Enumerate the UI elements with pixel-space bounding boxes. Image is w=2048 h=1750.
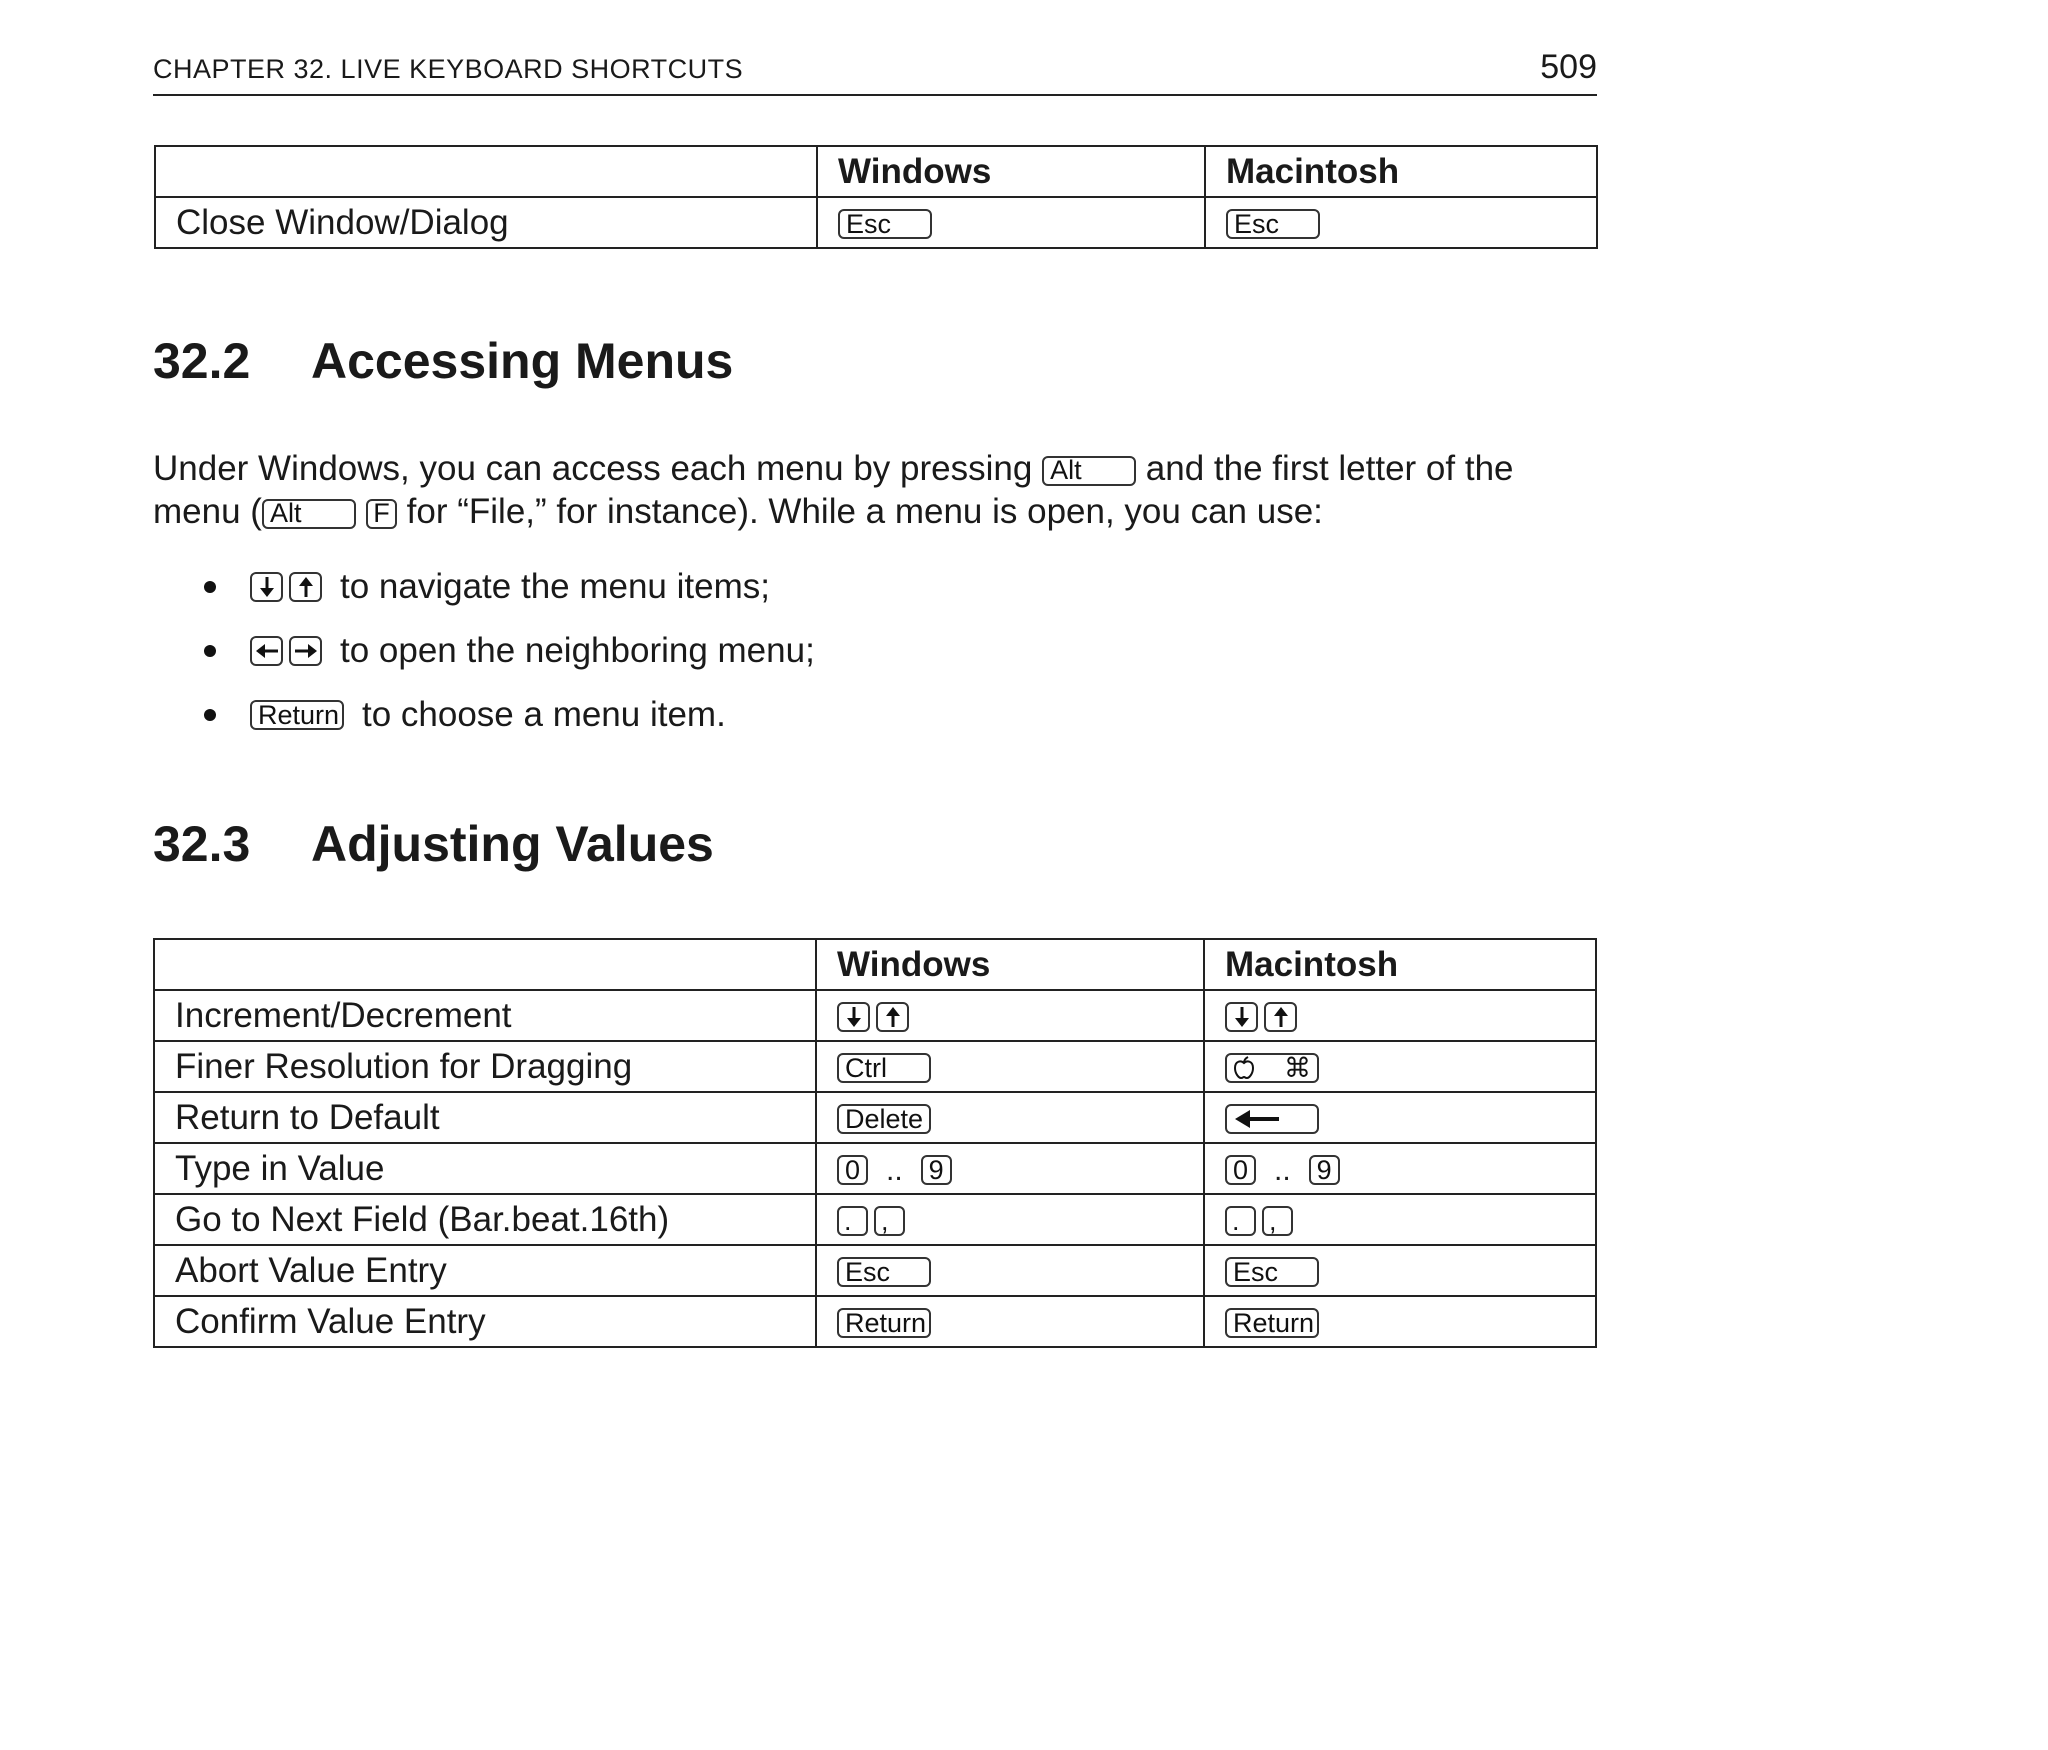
- nine-key: 9: [1309, 1155, 1340, 1185]
- table-row: [154, 1194, 1596, 1245]
- table-row: [154, 1092, 1596, 1143]
- menu-navigation-list: [204, 555, 815, 747]
- table-header-row: [154, 939, 1596, 990]
- command-symbol: ⌘: [1284, 1052, 1311, 1083]
- page-header: [153, 48, 1597, 96]
- ctrl-key: Ctrl: [837, 1053, 931, 1083]
- table-header-row: [155, 146, 1597, 197]
- mac-key-cell: [1205, 197, 1597, 248]
- apple-icon: [1233, 1056, 1255, 1080]
- bullet-icon: [204, 581, 216, 593]
- column-header-macintosh: Macintosh: [1204, 939, 1596, 990]
- bullet-icon: [204, 645, 216, 657]
- action-cell: Increment/Decrement: [154, 990, 816, 1041]
- return-key: Return: [250, 700, 344, 730]
- mac-key-cell: [1204, 1092, 1596, 1143]
- arrow-up-icon: [1264, 1002, 1297, 1032]
- arrow-down-icon: [837, 1002, 870, 1032]
- arrow-down-icon: [250, 572, 283, 602]
- windows-key-cell: [816, 1194, 1204, 1245]
- range-separator: ..: [886, 1153, 903, 1187]
- f-key: F: [366, 499, 397, 529]
- paragraph-text: Under Windows, you can access each menu by pressing: [153, 449, 1033, 488]
- table-row: [154, 1143, 1596, 1194]
- action-cell: Close Window/Dialog: [155, 197, 817, 248]
- return-key: Return: [837, 1308, 931, 1338]
- column-header-macintosh: Macintosh: [1205, 146, 1597, 197]
- shortcut-table-close-window: [154, 145, 1598, 249]
- comma-key: ,: [1262, 1206, 1293, 1236]
- column-header-action: [155, 146, 817, 197]
- list-item: [204, 683, 815, 747]
- mac-key-cell: [1204, 1041, 1596, 1092]
- windows-key-cell: [816, 1092, 1204, 1143]
- table-row: [154, 990, 1596, 1041]
- action-cell: Finer Resolution for Dragging: [154, 1041, 816, 1092]
- zero-key: 0: [1225, 1155, 1256, 1185]
- page-number: 509: [1540, 48, 1597, 86]
- table-row: [154, 1245, 1596, 1296]
- section-heading-accessing-menus: [153, 332, 733, 390]
- list-item: [204, 619, 815, 683]
- bullet-icon: [204, 709, 216, 721]
- return-key: Return: [1225, 1308, 1319, 1338]
- windows-key-cell: [816, 990, 1204, 1041]
- column-header-action: [154, 939, 816, 990]
- range-separator: ..: [1274, 1153, 1291, 1187]
- table-row: [154, 1296, 1596, 1347]
- windows-key-cell: [817, 197, 1205, 248]
- windows-key-cell: [816, 1245, 1204, 1296]
- mac-key-cell: [1204, 1194, 1596, 1245]
- section-title: Accessing Menus: [311, 333, 734, 389]
- mac-key-cell: [1204, 1245, 1596, 1296]
- paragraph-text: and the first letter of the: [1145, 449, 1514, 488]
- windows-key-cell: [816, 1143, 1204, 1194]
- backspace-key: [1225, 1104, 1319, 1134]
- column-header-windows: Windows: [817, 146, 1205, 197]
- column-header-windows: Windows: [816, 939, 1204, 990]
- section-number: 32.3: [153, 816, 251, 872]
- list-item: [204, 555, 815, 619]
- arrow-down-icon: [1225, 1002, 1258, 1032]
- arrow-up-icon: [289, 572, 322, 602]
- section-title: Adjusting Values: [311, 816, 714, 872]
- paragraph-text: menu (: [153, 492, 262, 531]
- zero-key: 0: [837, 1155, 868, 1185]
- running-title: CHAPTER 32. LIVE KEYBOARD SHORTCUTS: [153, 54, 744, 84]
- command-key: [1225, 1053, 1319, 1083]
- list-item-text: to navigate the menu items;: [340, 567, 770, 606]
- action-cell: Return to Default: [154, 1092, 816, 1143]
- list-item-text: to open the neighboring menu;: [340, 631, 815, 670]
- windows-key-cell: [816, 1296, 1204, 1347]
- mac-key-cell: [1204, 1143, 1596, 1194]
- table-row: [154, 1041, 1596, 1092]
- period-key: .: [1225, 1206, 1256, 1236]
- section-number: 32.2: [153, 333, 251, 389]
- comma-key: ,: [874, 1206, 905, 1236]
- action-cell: Go to Next Field (Bar.beat.16th): [154, 1194, 816, 1245]
- esc-key: Esc: [1226, 209, 1320, 239]
- alt-key: Alt: [1042, 456, 1136, 486]
- delete-key: Delete: [837, 1104, 931, 1134]
- shortcut-table-adjusting-values: [153, 938, 1597, 1348]
- backspace-arrow-icon: [1233, 1108, 1281, 1130]
- list-item-text: to choose a menu item.: [362, 695, 726, 734]
- esc-key: Esc: [837, 1257, 931, 1287]
- action-cell: Abort Value Entry: [154, 1245, 816, 1296]
- mac-key-cell: [1204, 1296, 1596, 1347]
- paragraph-line-1: [153, 447, 1597, 490]
- table-row: [155, 197, 1597, 248]
- period-key: .: [837, 1206, 868, 1236]
- windows-key-cell: [816, 1041, 1204, 1092]
- esc-key: Esc: [1225, 1257, 1319, 1287]
- arrow-up-icon: [876, 1002, 909, 1032]
- menu-access-paragraph: [153, 447, 1597, 533]
- action-cell: Confirm Value Entry: [154, 1296, 816, 1347]
- nine-key: 9: [921, 1155, 952, 1185]
- alt-key: Alt: [262, 499, 356, 529]
- esc-key: Esc: [838, 209, 932, 239]
- mac-key-cell: [1204, 990, 1596, 1041]
- paragraph-text: for “File,” for instance). While a menu is open, you can use:: [396, 492, 1323, 531]
- arrow-right-icon: [289, 636, 322, 666]
- paragraph-line-2: [153, 490, 1597, 533]
- action-cell: Type in Value: [154, 1143, 816, 1194]
- section-heading-adjusting-values: [153, 815, 714, 873]
- arrow-left-icon: [250, 636, 283, 666]
